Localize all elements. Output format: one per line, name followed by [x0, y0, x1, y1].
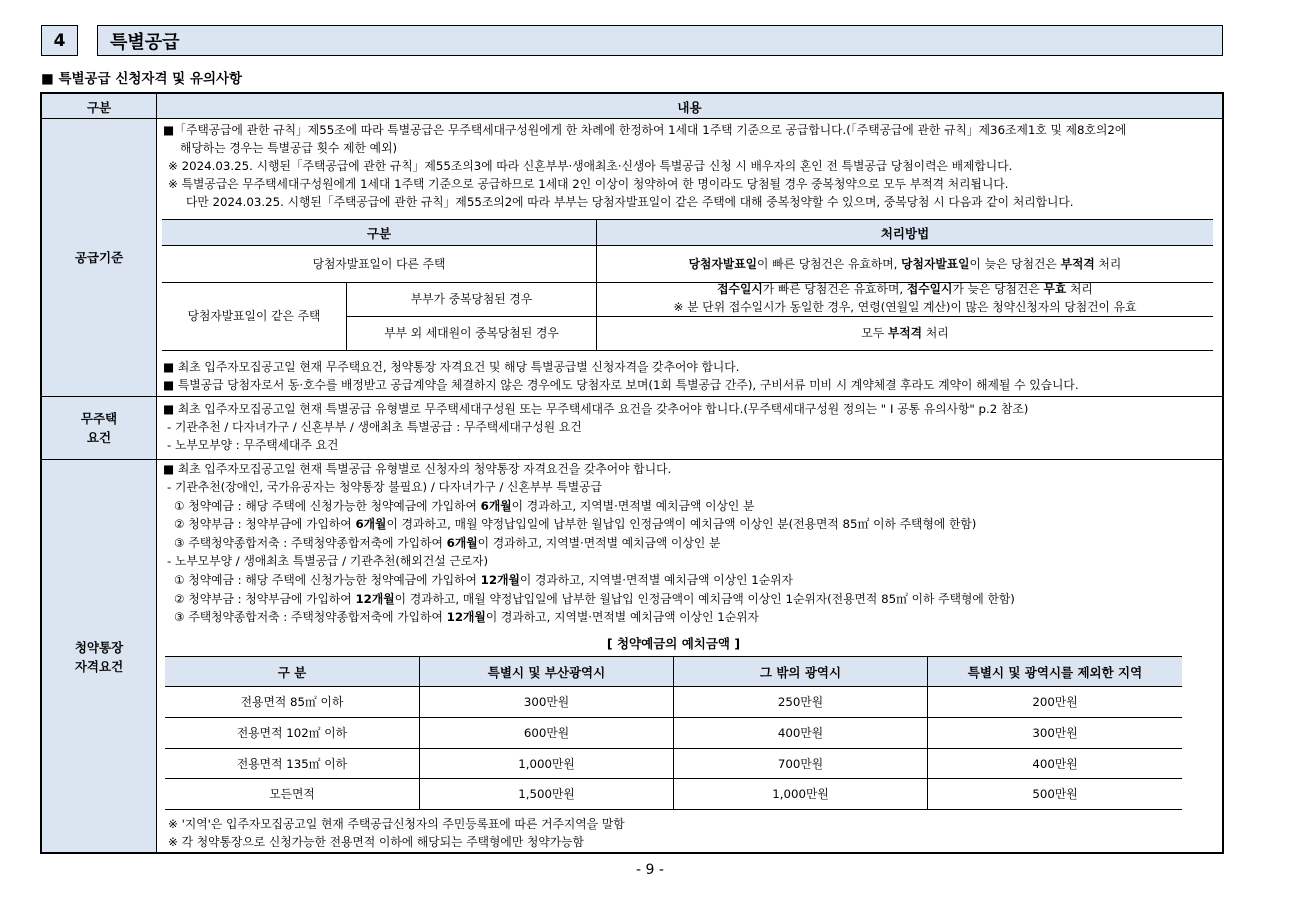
- inner-row3-subcategory: 부부 외 세대원이 중복당첨된 경우: [384, 326, 559, 340]
- header-divider: [42, 118, 1222, 119]
- inner-bottom-border: [162, 350, 1213, 351]
- account-line9: ③ 주택청약종합저축 : 주택청약종합저축에 가입하여 12개월이 경과하고, 지역별·면적별 예치금액 이상인 1순위자: [174, 610, 759, 624]
- page-number: - 9 -: [636, 862, 664, 878]
- row-label-account-line2: 자격요건: [74, 659, 124, 674]
- deposit-header-cell: 구 분: [277, 665, 307, 680]
- deposit-cell: 500만원: [1032, 787, 1078, 801]
- supply-line1: ■「주택공급에 관한 규칙」제55조에 따라 특별공급은 무주택세대구성원에게 한 차례에 한정하여 1세대 1주택 기준으로 공급합니다.(「주택공급에 관한 규칙」제36조제1호 및 제8호의2에: [163, 123, 1127, 137]
- inner-header-method: 처리방법: [880, 226, 930, 241]
- inner-row2-note: ※ 분 단위 접수일시가 동일한 경우, 연령(연월일 계산)이 많은 청약신청자의 당첨건이 유효: [673, 300, 1137, 314]
- deposit-cell: 400만원: [1032, 757, 1078, 771]
- section-title: 특별공급: [97, 25, 1223, 56]
- supply-line3: ※ 2024.03.25. 시행된「주택공급에 관한 규칙」제55조의3에 따라 신혼부부·생애최초·신생아 특별공급 신청 시 배우자의 혼인 전 특별공급 당첨이력은 배제합니다.: [168, 159, 1013, 173]
- section-number: 4: [41, 25, 78, 56]
- supply-line5: 다만 2024.03.25. 시행된「주택공급에 관한 규칙」제55조의2에 따라 부부는 당첨자발표일이 같은 주택에 대해 중복청약할 수 있으며, 중복당첨 시 다음과 같이 처리합니다.: [186, 195, 1074, 209]
- header-category: 구분: [86, 100, 112, 115]
- account-line5: ③ 주택청약종합저축 : 주택청약종합저축에 가입하여 6개월이 경과하고, 지역별·면적별 예치금액 이상인 분: [174, 536, 721, 550]
- row-divider: [42, 396, 1222, 397]
- deposit-cell: 전용면적 102㎡ 이하: [236, 726, 348, 740]
- deposit-cell: 1,000만원: [518, 757, 575, 771]
- nohouse-line3: - 노부모부양 : 무주택세대주 요건: [167, 438, 339, 452]
- deposit-cell: 200만원: [1032, 695, 1078, 709]
- deposit-cell: 300만원: [1032, 726, 1078, 740]
- inner-row3-method: 모두 부적격 처리: [861, 326, 949, 340]
- supply-line2: 해당하는 경우는 특별공급 횟수 제한 예외): [180, 141, 398, 155]
- inner-row2-subcategory: 부부가 중복당첨된 경우: [410, 292, 533, 306]
- deposit-header-cell: 특별시 및 광역시를 제외한 지역: [967, 665, 1143, 680]
- account-note1: ※ '지역'은 입주자모집공고일 현재 주택공급신청자의 주민등록표에 따른 거주지역을 말함: [168, 817, 625, 831]
- inner-top-border: [162, 219, 1213, 220]
- inner-header-divider: [162, 245, 1213, 246]
- row-label-account: [42, 638, 156, 676]
- deposit-header-cell: 그 밖의 광역시: [759, 665, 842, 680]
- deposit-cell: 400만원: [777, 726, 824, 740]
- account-note2: ※ 각 청약통장으로 신청가능한 전용면적 이하에 해당되는 주택형에만 청약가능함: [168, 835, 584, 849]
- inner-same-date-category: 당첨자발표일이 같은 주택: [187, 309, 321, 323]
- account-line8: ② 청약부금 : 청약부금에 가입하여 12개월이 경과하고, 매월 약정납입일에 납부한 월납입 인정금액이 예치금액 이상인 1순위자(전용면적 85㎡ 이하 주택형에 한함): [174, 592, 1015, 606]
- account-line3: ① 청약예금 : 해당 주택에 신청가능한 청약예금에 가입하여 6개월이 경과하고, 지역별·면적별 예치금액 이상인 분: [174, 499, 755, 513]
- nohouse-line1: ■ 최초 입주자모집공고일 현재 특별공급 유형별로 무주택세대구성원 또는 무주택세대주 요건을 갖추어야 합니다.(무주택세대구성원 정의는 " I 공통 유의사항" p.2 참조): [163, 402, 1029, 416]
- deposit-cell: 300만원: [523, 695, 570, 709]
- deposit-cell: 250만원: [777, 695, 824, 709]
- inner-row-divider: [346, 316, 1213, 317]
- deposit-cell: 600만원: [523, 726, 570, 740]
- deposit-bottom-border: [165, 809, 1182, 810]
- deposit-cell: 모든면적: [269, 787, 315, 801]
- deposit-header-cell: 특별시 및 부산광역시: [487, 665, 606, 680]
- inner-row2-method: 접수일시가 빠른 당첨건은 유효하며, 접수일시가 늦은 당첨건은 무효 처리: [717, 282, 1093, 296]
- supply-after2: ■ 특별공급 당첨자로서 동·호수를 배정받고 공급계약을 체결하지 않은 경우에도 당첨자로 보며(1회 특별공급 간주), 구비서류 미비 시 계약체결 후라도 계약이 해제될 수 있습니다.: [163, 378, 1079, 392]
- inner-row1-category: 당첨자발표일이 다른 주택: [312, 257, 446, 271]
- account-line1: ■ 최초 입주자모집공고일 현재 특별공급 유형별로 신청자의 청약통장 자격요건을 갖추어야 합니다.: [163, 462, 672, 476]
- row-label-account-line1: 청약통장: [74, 640, 124, 655]
- account-line6: - 노부모부양 / 생애최초 특별공급 / 기관추천(해외건설 근로자): [167, 554, 489, 568]
- label-column-bg: [42, 118, 156, 852]
- supply-after1: ■ 최초 입주자모집공고일 현재 무주택요건, 청약통장 자격요건 및 해당 특별공급별 신청자격을 갖추어야 합니다.: [163, 360, 740, 374]
- inner-header-category: 구분: [366, 226, 392, 241]
- deposit-table-title: [ 청약예금의 예치금액 ]: [606, 636, 741, 651]
- nohouse-line2: - 기관추천 / 다자녀가구 / 신혼부부 / 생애최초 특별공급 : 무주택세대구성원 요건: [167, 420, 582, 434]
- row-label-nohouse: [42, 409, 156, 447]
- deposit-cell: 700만원: [777, 757, 824, 771]
- account-line2: - 기관추천(장애인, 국가유공자는 청약통장 불필요) / 다자녀가구 / 신혼부부 특별공급: [167, 480, 602, 494]
- header-content: 내용: [677, 100, 702, 115]
- supply-line4: ※ 특별공급은 무주택세대구성원에게 1세대 1주택 기준으로 공급하므로 1세대 2인 이상이 청약하여 한 명이라도 당첨될 경우 중복청약으로 모두 부적격 처리됩니다.: [168, 177, 1009, 191]
- column-divider: [156, 94, 157, 852]
- account-line7: ① 청약예금 : 해당 주택에 신청가능한 청약예금에 가입하여 12개월이 경과하고, 지역별·면적별 예치금액 이상인 1순위자: [174, 573, 793, 587]
- account-line4: ② 청약부금 : 청약부금에 가입하여 6개월이 경과하고, 매월 약정납입일에 납부한 월납입 인정금액이 예치금액 이상인 분(전용면적 85㎡ 이하 주택형에 한함): [174, 517, 977, 531]
- deposit-cell: 전용면적 135㎡ 이하: [236, 757, 348, 771]
- row-label-nohouse-line1: 무주택: [80, 411, 118, 426]
- row-label-nohouse-line2: 요건: [86, 430, 112, 445]
- row-label-supply: 공급기준: [74, 250, 124, 265]
- inner-row1-method: 당첨자발표일이 빠른 당첨건은 유효하며, 당첨자발표일이 늦은 당첨건은 부적격 처리: [688, 257, 1122, 271]
- deposit-cell: 1,000만원: [772, 787, 829, 801]
- deposit-cell: 1,500만원: [518, 787, 575, 801]
- subsection-title: ■ 특별공급 신청자격 및 유의사항: [41, 71, 243, 87]
- deposit-cell: 전용면적 85㎡ 이하: [240, 695, 344, 709]
